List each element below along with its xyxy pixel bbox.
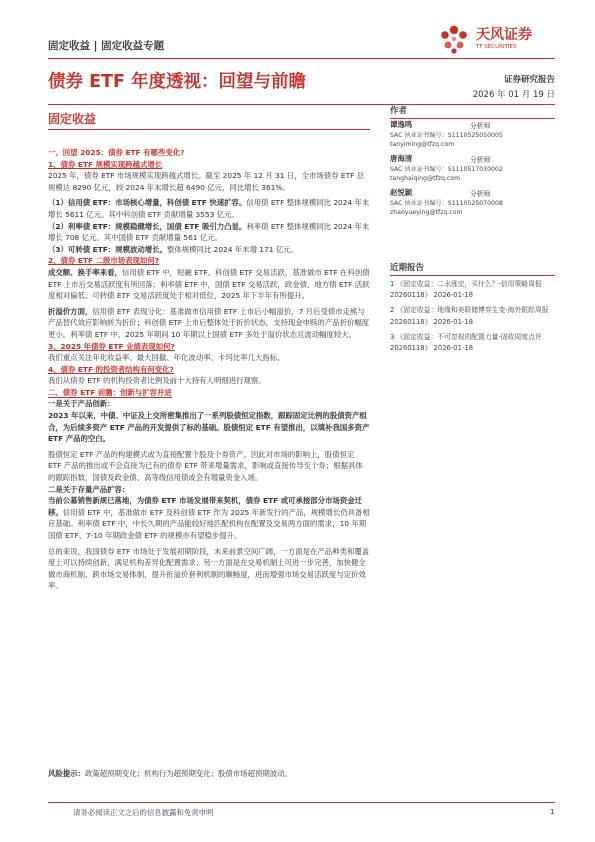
author-name: 赵悦颖 [390,188,413,197]
report-type: 证券研究报告 [503,75,555,85]
paragraph-innovation-bold: 2023 年以来，中债、中证及上交所密集推出了一系列股债恒定指数，跟踪固定比例的股债资产组合，为后续多资产 ETF 产品的开发提供了标的基础。股债恒定 ETF 有望推出，以填补我国多资产 ETF 产品的空白。 [48,411,370,444]
report-date: 2026 年 01 月 19 日 [472,90,555,100]
tf-logo-icon [436,20,472,56]
recent-report-link[interactable]: 2 《固定收益：地缘和美联储博弈生变-海外跟踪周报 20260118》 2026-01-18 [390,306,549,326]
paragraph-innovation: 股债恒定 ETF 产品的构建模式或为直接配置个股及个券资产。因此对市场的影响上，股债恒定 ETF 产品的推出或不会直接为已有的债券 ETF 带来增量需求，影响或直接传导至个券；根据具体的跟踪指数，国债及政金债、高等级信用债或会有增量资金入场。 [48,449,363,483]
recent-report-link[interactable]: 3 《固定收益：不可忽视的配置力量-固收周度点评 20260118》 2026-01-18 [390,332,542,353]
subheading-1-4: 4、债券 ETF 的投资者结构有何变化? [48,364,174,374]
paragraph-expansion: 当前公募销售新规已落地，为债券 ETF 市场发展带来契机，债券 ETF 或可承接部分市场资金迁移。信用债 ETF 中，基准做市 ETF 及科创债 ETF 作为 2025 年新发行的产品，规模增长仍具备相应基础。利率债 ETF 中，中长久期的产品能较好地匹配机构在配置及交易两方面的需求，10 年期国债 ETF、7-10 年期政金债 ETF 的规模亦有望稳步提升。 [48,496,370,540]
risk-warning: 风险提示：政策超预期变化；机构行为超预期变化；股债市场超预期波动。 [48,769,292,778]
author-role: 分析师 [470,190,491,198]
author-name: 唐海清 [390,154,413,163]
author-name: 谭逸鸣 [390,120,413,129]
report-category: 固定收益 | 固定收益专题 [48,40,165,52]
author-section-label: 作者 [390,104,555,119]
author-role: 分析师 [470,156,491,164]
subheading-2-2: 二是关于存量产品扩容： [48,484,130,494]
bullet-convertible-etf: （3）可转债 ETF：规模波动增长。整体规模同比 2024 年末增 171 亿元。 [48,244,298,254]
report-title: 债券 ETF 年度透视：回望与前瞻 [48,72,307,92]
company-logo [436,18,556,58]
author-sac: SAC 执业证书编号：S1110525070008 [390,200,503,207]
page-number: 1 [550,807,555,816]
footer-divider [48,802,555,803]
paragraph-scale: 2025 年，债券 ETF 市场规模实现跨越式增长。截至 2025 年 12 月 31 日，全市场债券 ETF 总规模达 8290 亿元，较 2024 年末增长超 6490 亿元，同比增长 361%。 [48,171,365,192]
author-email[interactable]: tanyiming@tfzq.com [390,141,455,148]
sector-divider [48,129,370,130]
author-item [390,121,555,155]
author-role: 分析师 [470,122,491,130]
footer-disclaimer: 请务必阅读正文之后的信息披露和免责申明 [73,808,214,817]
paragraph-turnover: 成交额、换手率来看，信用债 ETF 中，短融 ETF、科创债 ETF 交易活跃，基准做市 ETF 在科创债 ETF 上市后交易活跃度有所回落；利率债 ETF 中，国债 ETF 交易活跃，政金债、地方债 ETF 活跃度相对偏低。可转债 ETF 交易活跃度处于相对低位，2025 年下半年有所提升。 [48,267,370,301]
subheading-1-3: 3、2025 年债券 ETF 业绩表现如何? [48,341,175,351]
subheading-1-2: 2、债券 ETF 二级市场表现如何? [48,256,160,266]
paragraph-conclusion: 总的来说，我国债券 ETF 市场处于发展初期阶段，未来前景空间广阔，一方面是在产品种类和覆盖度上可以持续创新，满足机构差异化配置需求；另一方面是在交易机制上可进一步完善，加快健全做市商机制、跨市场交易体制，提升折溢价套利机制的顺畅度，进而增强市场交易活跃度与定价效率。 [48,546,370,591]
recent-report-link[interactable]: 1 《固定收益：二永涨完，买什么？-信用策略周报 20260118》 2026-01-18 [390,280,542,300]
subheading-2-1: 一是关于产品创新： [48,399,115,409]
author-sac: SAC 执业证书编号：S1110525050005 [390,132,503,139]
paragraph-investors: 我们从债券 ETF 的机构投资者比例及前十大持有人明细进行观察。 [48,376,266,386]
author-email[interactable]: tanghaiqing@tfzq.com [390,175,461,182]
section-heading-2: 二、债券 ETF 前瞻：创新与扩容并进 [48,387,172,397]
author-item [390,189,555,223]
author-list [390,121,555,223]
recent-reports-list [390,279,550,358]
recent-reports-label: 近期报告 [390,261,555,276]
main-summary [48,147,370,592]
sector-label: 固定收益 [48,112,97,126]
logo-english-name: TF SECURITIES [476,44,517,50]
bullet-rate-etf: （2）利率债 ETF：规模稳健增长，国债 ETF 吸引力凸显。利率债 ETF 整体规模同比 2024 年末增长 708 亿元。其中国债 ETF 贡献增量 561 亿元。 [48,221,370,243]
subheading-1-1: 1、债券 ETF 规模实现跨越式增长 [48,159,163,169]
author-sac: SAC 执业证书编号：S1110517030002 [390,166,503,173]
logo-chinese-name: 天风证券 [476,27,532,43]
bullet-credit-etf: （1）信用债 ETF：市场核心增量，科创债 ETF 快速扩容。信用债 ETF 整体规模同比 2024 年末增长 5611 亿元。其中科创债 ETF 贡献增量 3553 亿元。 [48,198,370,219]
paragraph-performance: 我们重点关注年化收益率、最大回撤、年化波动率、卡玛比率几大指标。 [48,353,285,363]
author-item [390,155,555,189]
paragraph-premium-discount: 折溢价方面，信用债 ETF 表现分化：基准做市信用债 ETF 上市后小幅溢价，7 月后受债市走熊与产品替代效应影响转为折价；科创债 ETF 上市后整体处于折价状态，支持现金申赎的产品折价幅度更小。利率债 ETF 中，2025 年期间 10 年期以上国债 ETF 多处于溢价状态且波动幅度较大。 [48,306,370,339]
section-heading-1: 一、回望 2025：债券 ETF 有哪些变化? [48,148,185,157]
author-email[interactable]: zhaoyueying@tfzq.com [390,209,463,216]
header-divider [48,58,555,59]
